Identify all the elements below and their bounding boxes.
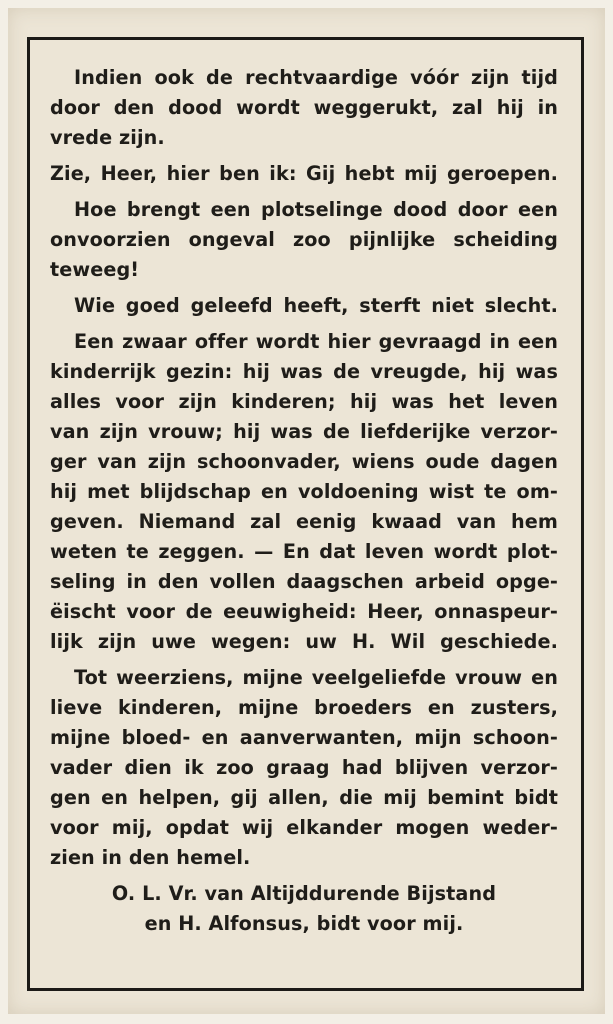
paragraph-5 <box>50 327 558 657</box>
text-line: van zijn vrouw; hij was de liefderijke verzor- <box>50 420 558 443</box>
paragraph-2 <box>50 159 558 189</box>
closing-invocation <box>50 879 558 939</box>
text-line: door den dood wordt weggerukt, zal hij in <box>50 96 558 119</box>
text-line: alles voor zijn kinderen; hij was het leven <box>50 390 558 413</box>
text-line: teweeg! <box>50 258 140 281</box>
text-line: Zie, Heer, hier ben ik: Gij hebt mij geroepen. <box>50 162 558 185</box>
text-line: lijk zijn uwe wegen: uw H. Wil geschiede. <box>50 630 558 653</box>
text-line: ëischt voor de eeuwigheid: Heer, onnaspeur- <box>50 600 558 623</box>
text-line: weten te zeggen. — En dat leven wordt plot- <box>50 540 558 563</box>
text-line: Tot weerziens, mijne veelgeliefde vrouw en <box>74 666 558 689</box>
text-line: hij met blijdschap en voldoening wist te om- <box>50 480 558 503</box>
text-line: voor mij, opdat wij elkander mogen weder- <box>50 816 558 839</box>
text-line: Indien ook de rechtvaardige vóór zijn tijd <box>74 66 558 89</box>
text-line: seling in den vollen daagschen arbeid opge- <box>50 570 558 593</box>
text-line: mijne bloed- en aanverwanten, mijn schoon- <box>50 726 558 749</box>
text-line: vrede zijn. <box>50 126 165 149</box>
paragraph-1 <box>50 63 558 153</box>
text-line: Een zwaar offer wordt hier gevraagd in een <box>74 330 558 353</box>
text-line: kinderrijk gezin: hij was de vreugde, hij was <box>50 360 558 383</box>
text-line: ger van zijn schoonvader, wiens oude dagen <box>50 450 558 473</box>
text-line: lieve kinderen, mijne broeders en zusters, <box>50 696 558 719</box>
paragraph-3 <box>50 195 558 285</box>
text-line: onvoorzien ongeval zoo pijnlijke scheiding <box>50 228 558 251</box>
text-line: geven. Niemand zal eenig kwaad van hem <box>50 510 558 533</box>
text-line: gen en helpen, gij allen, die mij bemint bidt <box>50 786 558 809</box>
closing-line: en H. Alfonsus, bidt voor mij. <box>144 912 464 935</box>
paragraph-4 <box>50 291 558 321</box>
text-line: Wie goed geleefd heeft, sterft niet slecht. <box>74 294 558 317</box>
text-line: zien in den hemel. <box>50 846 251 869</box>
paragraph-6 <box>50 663 558 873</box>
closing-line: O. L. Vr. van Altijddurende Bijstand <box>111 882 497 905</box>
text-line: vader dien ik zoo graag had blijven verzor- <box>50 756 558 779</box>
text-line: Hoe brengt een plotselinge dood door een <box>74 198 558 221</box>
memorial-text <box>50 63 558 939</box>
